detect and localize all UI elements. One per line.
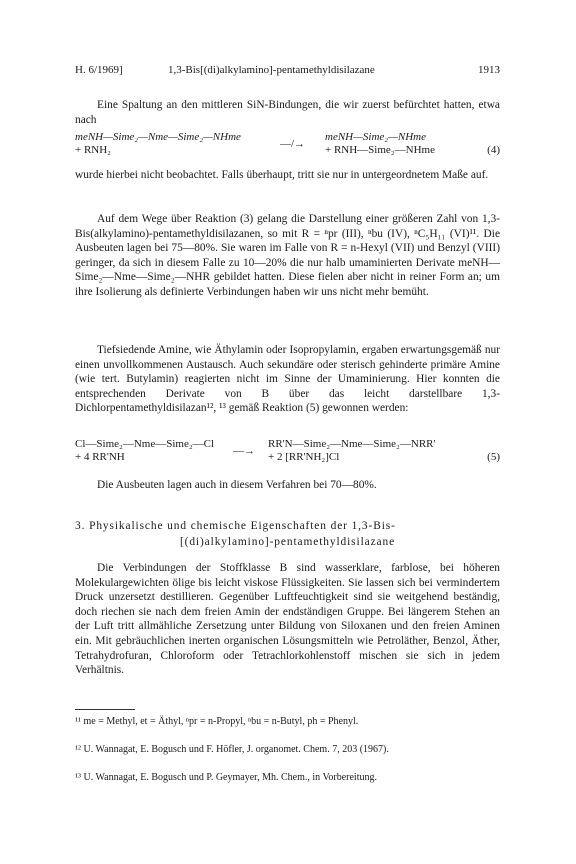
eq5-lhs-line1: Cl—Sime₂—Nme—Sime₂—Cl [75, 438, 215, 450]
section-heading [75, 518, 500, 550]
footnote-11: ¹¹ me = Methyl, et = Äthyl, ⁿpr = n-Propyl, ⁿbu = n-Butyl, ph = Phenyl. [75, 716, 359, 727]
paragraph-yields: Die Ausbeuten lagen auch in diesem Verfahren bei 70—80%. [97, 479, 377, 491]
equation-5 [75, 438, 500, 468]
paragraph-reaction-3: Auf dem Wege über Reaktion (3) gelang die Darstellung einer größeren Zahl von 1,3-Bis(alkylamino)-pentamethyldisilazanen, so mit R = ⁿpr (III), ⁿbu (IV), ⁿC₅H₁₁ (VI)¹¹. Die Ausbeuten lagen bei 75—80%. Sie waren im Falle von R = n-Hexyl (VII) und Benzyl (VIII) geringer, da sich in diesem Falle zu 10—20% die nur halb umaminierten Derivate meNH—Sime₂—Nme—Sime₂—NHR gebildet hatten. Diese fielen aber nicht in reiner Form an; um ihre Isolierung als definierte Verbindungen haben wir uns nicht mehr bemüht. [75, 213, 500, 298]
eq4-lhs-line1: meNH—Sime₂—Nme—Sime₂—NHme [75, 131, 241, 143]
paragraph-amines: Tiefsiedende Amine, wie Äthylamin oder Isopropylamin, ergaben erwartungsgemäß nur einen unvollkommenen Austausch. Auch sekundäre oder sterisch gehinderte primäre Amine (wie tert. Butylamin) reagierten nicht im Sinne der Umaminierung. Hier konnten die entsprechenden Derivate von B über das leicht darstellbare 1,3-Dichlorpentamethyldisilazan¹², ¹³ gemäß Reaktion (5) gewonnen werden: [75, 344, 500, 415]
eq5-arrow: —→ [233, 445, 255, 457]
paragraph-properties: Die Verbindungen der Stoffklasse B sind wasserklare, farblose, bei höheren Molekulargewichten ölige bis leicht viskose Flüssigkeiten. Sie lassen sich bei vermindertem Druck unzersetzt destillieren. Gegenüber Luftfeuchtigkeit sind sie weitgehend beständig, doch riechen sie nach dem freien Amin der endständigen Gruppe. Bei längerem Stehen an der Luft tritt allmähliche Zersetzung unter Bildung von Siloxanen und den freien Aminen ein. Mit gebräuchlichen inerten organischen Lösungsmitteln wie Petroläther, Benzol, Äther, Tetrahydrofuran, Chloroform oder Tetrachlorkohlenstoff mischen sie sich in jedem Verhältnis. [75, 562, 500, 677]
section-heading-line2: [(di)alkylamino]-pentamethyldisilazane [179, 536, 396, 548]
running-header [75, 64, 500, 80]
eq4-rhs-line2: + RNH—Sime₂—NHme [325, 144, 435, 156]
paragraph-not-observed: wurde hierbei nicht beobachtet. Falls überhaupt, tritt sie nur in untergeordnetem Maße auf. [75, 169, 489, 181]
footnote-rule [75, 709, 135, 710]
eq4-lhs-line2: + RNH₂ [75, 144, 112, 156]
footnote-12: ¹² U. Wannagat, E. Bogusch und F. Höfler, J. organomet. Chem. 7, 203 (1967). [75, 744, 389, 755]
footnote-13: ¹³ U. Wannagat, E. Bogusch und P. Geymayer, Mh. Chem., in Vorbereitung. [75, 772, 377, 783]
eq4-arrow: —/→ [280, 138, 306, 150]
eq4-number: (4) [487, 144, 500, 156]
journal-issue: H. 6/1969] [75, 64, 123, 76]
eq4-rhs-line1: meNH—Sime₂—NHme [325, 131, 426, 143]
eq5-rhs-line1: RR'N—Sime₂—Nme—Sime₂—NRR' [268, 438, 436, 450]
section-heading-line1: 3. Physikalische und chemische Eigenschaften der 1,3-Bis- [75, 520, 396, 532]
running-title: 1,3-Bis[(di)alkylamino]-pentamethyldisilazane [168, 64, 375, 76]
equation-4 [75, 131, 500, 161]
eq5-rhs-line2: + 2 [RR'NH₂]Cl [268, 451, 340, 463]
page-number: 1913 [478, 64, 500, 76]
eq5-number: (5) [487, 451, 500, 463]
paragraph-cleavage: Eine Spaltung an den mittleren SiN-Bindungen, die wir zuerst befürchtet hatten, etwa nach [75, 99, 500, 126]
eq5-lhs-line2: + 4 RR'NH [75, 451, 125, 463]
